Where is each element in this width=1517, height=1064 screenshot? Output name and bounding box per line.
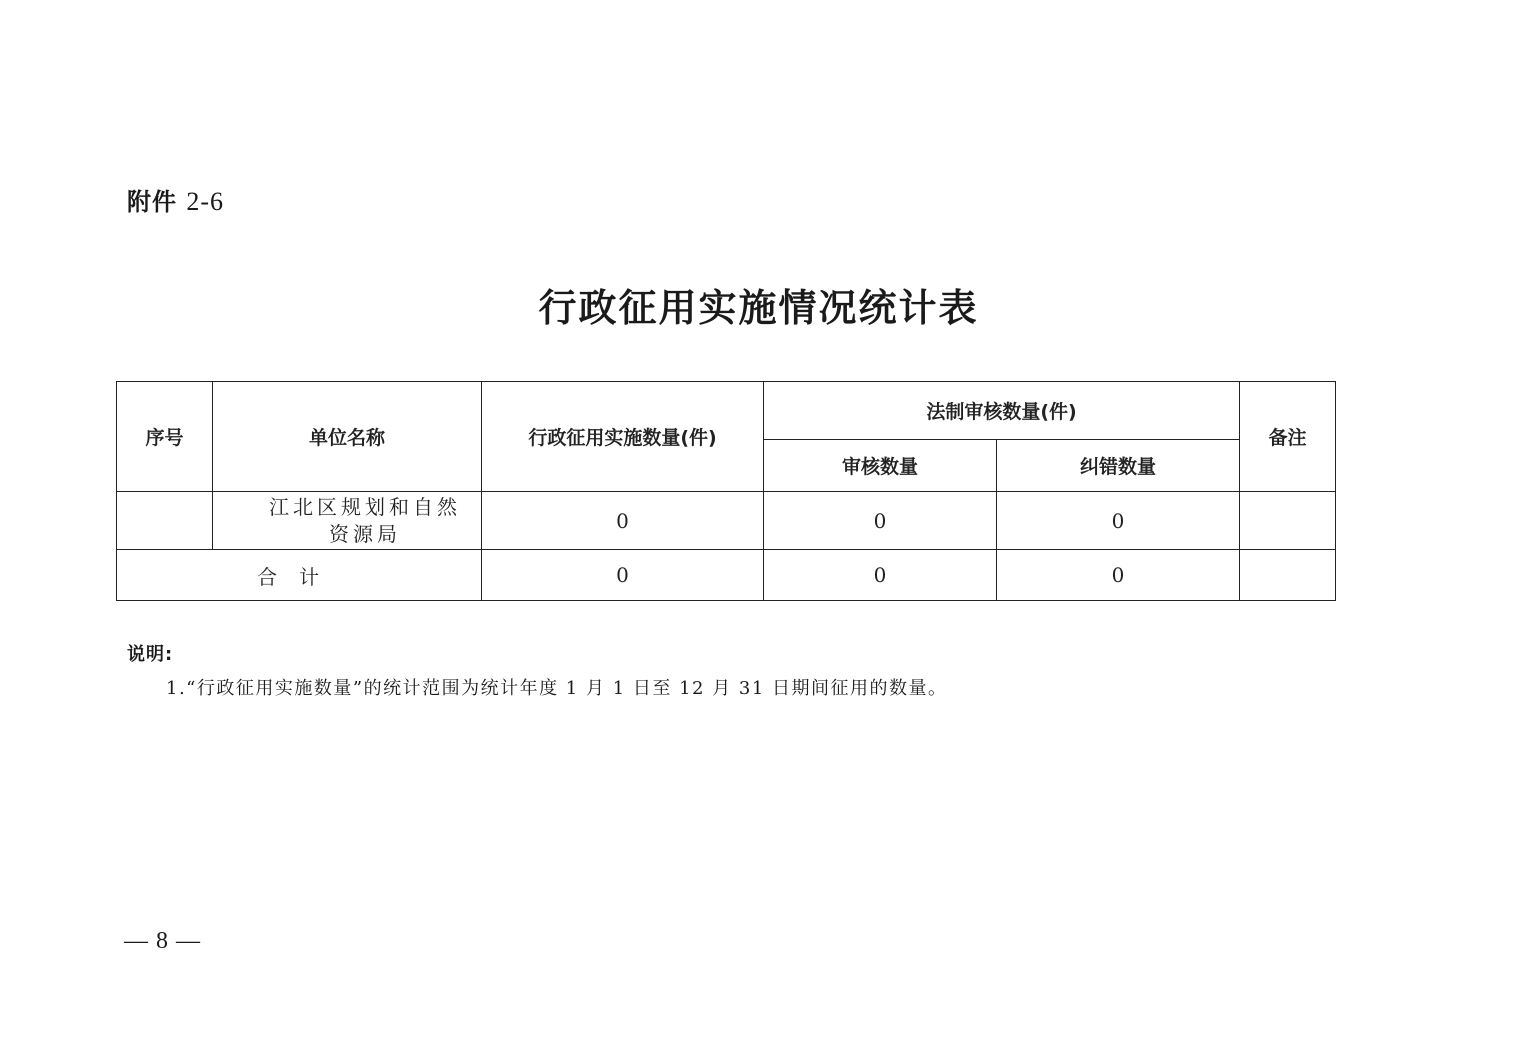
cell-correction-count: 0 [997,492,1240,550]
statistics-table [116,381,1336,601]
attachment-prefix: 附件 [127,188,177,216]
attachment-number: 2-6 [186,187,225,216]
attachment-label [127,182,224,217]
cell-implementation-count: 0 [482,492,764,550]
table-total-row [117,550,1336,601]
cell-review-count: 0 [764,492,997,550]
cell-remarks [1240,492,1336,550]
header-seq: 序号 [117,382,213,492]
header-remarks: 备注 [1240,382,1336,492]
header-correction-count: 纠错数量 [997,440,1240,492]
total-remarks [1240,550,1336,601]
total-review-count: 0 [764,550,997,601]
header-implementation-count: 行政征用实施数量(件) [482,382,764,492]
total-implementation-count: 0 [482,550,764,601]
header-legal-review-count: 法制审核数量(件) [764,382,1240,440]
notes-title: 说明: [127,644,174,665]
header-unit-name: 单位名称 [213,382,482,492]
table-row [117,492,1336,550]
total-correction-count: 0 [997,550,1240,601]
cell-seq [117,492,213,550]
page-number: — 8 — [124,928,201,954]
table-header-row [117,382,1336,440]
document-title: 行政征用实施情况统计表 [538,285,979,330]
note-item: 1.“行政征用实施数量”的统计范围为统计年度 1 月 1 日至 12 月 31 日期间征用的数量。 [166,678,948,699]
header-review-count: 审核数量 [764,440,997,492]
total-label: 合计 [117,550,482,601]
cell-unit-name: 江北区规划和自然资源局 [213,492,482,550]
